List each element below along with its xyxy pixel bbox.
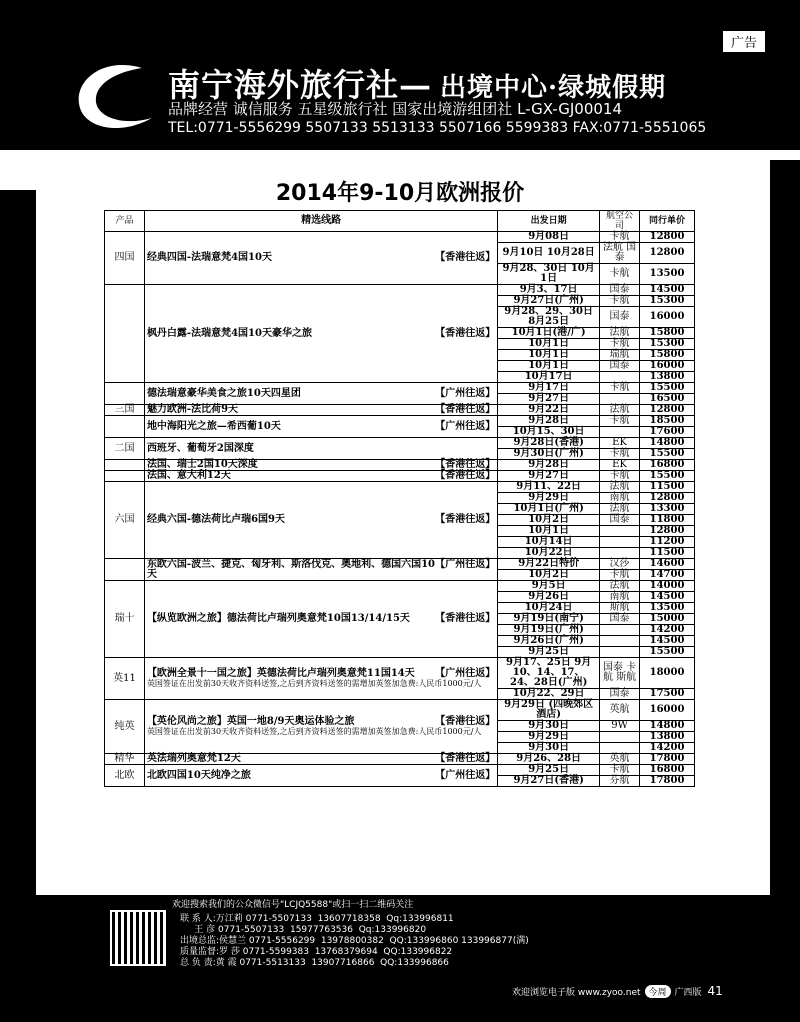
row-airline: 国泰 — [600, 614, 640, 625]
row-date: 9月27日 — [498, 394, 600, 405]
row-airline: 国泰 — [600, 689, 640, 700]
row-route: 【香港往返】 【英伦风尚之旅】英国一地8/9天奥运体验之旅 英国签证在出发前30天收齐资料送签,之后到齐资料送签的需增加英签加急费:人民币1000元/人 — [144, 700, 497, 754]
row-date: 10月1日 — [498, 339, 600, 350]
row-category — [105, 460, 145, 471]
row-airline: 英航 — [600, 754, 640, 765]
row-airline: 英航 — [600, 700, 640, 721]
row-price: 12800 — [640, 405, 695, 416]
row-airline: 国泰 — [600, 515, 640, 526]
row-date: 9月26日 — [498, 592, 600, 603]
row-airline: 卡航 — [600, 570, 640, 581]
row-price: 12800 — [640, 232, 695, 243]
row-date: 9月27日(香港) — [498, 776, 600, 787]
table-row — [105, 383, 695, 394]
row-date: 9月27日 — [498, 471, 600, 482]
row-category: 纯英 — [105, 700, 145, 754]
row-price: 16800 — [640, 460, 695, 471]
row-date: 9月19日(广州) — [498, 625, 600, 636]
table-row — [105, 700, 695, 721]
row-date: 9月22日特价 — [498, 559, 600, 570]
row-price: 13500 — [640, 264, 695, 285]
row-route: 【香港往返】 经典四国-法瑞意梵4国10天 — [144, 232, 497, 285]
row-category: 六国 — [105, 482, 145, 559]
row-airline — [600, 548, 640, 559]
row-price: 12800 — [640, 493, 695, 504]
row-date: 9月27日(广州) — [498, 296, 600, 307]
row-airline: EK — [600, 460, 640, 471]
row-price: 14500 — [640, 285, 695, 296]
row-date: 10月14日 — [498, 537, 600, 548]
row-price: 13800 — [640, 732, 695, 743]
row-category: 精华 — [105, 754, 145, 765]
table-row — [105, 559, 695, 570]
qr-code-icon — [110, 910, 166, 966]
row-date: 9月22日 — [498, 405, 600, 416]
table-row — [105, 405, 695, 416]
row-date: 9月28、30日 10月1日 — [498, 264, 600, 285]
row-price: 15500 — [640, 449, 695, 460]
row-date: 9月11、22日 — [498, 482, 600, 493]
row-date: 9月29日 — [498, 732, 600, 743]
table-row — [105, 232, 695, 243]
right-band — [770, 160, 800, 950]
row-airline: EK — [600, 438, 640, 449]
row-route: 【广州往返】 德法瑞意豪华美食之旅10天四星团 — [144, 383, 497, 405]
row-price: 15300 — [640, 296, 695, 307]
row-category: 瑞十 — [105, 581, 145, 658]
contact-list: 联 系 人:万江莉 0771-5507133 13607718358 Qq:133996811 王 彦 0771-5507133 15977763536 Qq:133996820 出境总监:侯慧兰 0771-5556299 13978800382 QQ:133996860 133996877(满) 质量监督:罗 莎 0771-5599383 13768379694 QQ:133996822 总 负 责:黄 霞 0771-5513133 13907716866 QQ:133996866 — [180, 914, 529, 968]
row-date: 9月25日 — [498, 647, 600, 658]
row-airline: 汉莎 — [600, 559, 640, 570]
row-airline: 斯航 — [600, 603, 640, 614]
row-airline: 卡航 — [600, 383, 640, 394]
row-price: 14600 — [640, 559, 695, 570]
row-airline: 南航 — [600, 493, 640, 504]
row-category — [105, 285, 145, 383]
row-route: 【广州往返】 地中海阳光之旅—希西葡10天 — [144, 416, 497, 438]
row-price: 14500 — [640, 592, 695, 603]
row-airline — [600, 732, 640, 743]
table-row — [105, 285, 695, 296]
row-price: 16000 — [640, 361, 695, 372]
wechat-note: 欢迎搜索我们的公众微信号"LCJQ5588"或扫一扫二维码关注 — [172, 900, 414, 910]
row-route: 西班牙、葡萄牙2国深度 — [144, 438, 497, 460]
row-date: 9月28、29、30日 8月25日 — [498, 307, 600, 328]
row-airline: 法航 — [600, 504, 640, 515]
row-price: 15000 — [640, 614, 695, 625]
table-row — [105, 460, 695, 471]
row-category: 三国 — [105, 405, 145, 416]
row-airline: 卡航 — [600, 264, 640, 285]
row-price: 14800 — [640, 721, 695, 732]
row-category: 四国 — [105, 232, 145, 285]
row-route: 【广州往返】 北欧四国10天纯净之旅 — [144, 765, 497, 787]
row-date: 9月25日 — [498, 765, 600, 776]
row-price: 15500 — [640, 647, 695, 658]
row-airline: 卡航 — [600, 765, 640, 776]
row-price: 15300 — [640, 339, 695, 350]
row-date: 10月1日 — [498, 350, 600, 361]
row-airline: 法航 — [600, 328, 640, 339]
price-table — [104, 210, 695, 787]
row-airline: 卡航 — [600, 416, 640, 427]
left-band — [0, 190, 36, 935]
row-date: 10月17日 — [498, 372, 600, 383]
row-price: 12800 — [640, 243, 695, 264]
row-route: 【香港往返】 经典六国-德法荷比卢瑞6国9天 — [144, 482, 497, 559]
row-date: 9月5日 — [498, 581, 600, 592]
table-row — [105, 438, 695, 449]
row-date: 10月2日 — [498, 570, 600, 581]
row-price: 13800 — [640, 372, 695, 383]
page-title: 2014年9-10月欧洲报价 — [275, 181, 525, 206]
row-airline: 卡航 — [600, 232, 640, 243]
row-route: 【香港往返】 法国、意大利12天 — [144, 471, 497, 482]
table-row — [105, 581, 695, 592]
row-date: 9月17日 — [498, 383, 600, 394]
row-date: 10月1日 — [498, 526, 600, 537]
row-price: 11500 — [640, 482, 695, 493]
row-category: 英11 — [105, 658, 145, 700]
row-date: 9月30日 — [498, 743, 600, 754]
row-price: 18500 — [640, 416, 695, 427]
row-price: 12800 — [640, 526, 695, 537]
tel-line: TEL:0771-5556299 5507133 5513133 5507166 5599383 FAX:0771-5551065 — [168, 120, 707, 136]
row-airline: 国泰 — [600, 307, 640, 328]
row-date: 9月29日 — [498, 493, 600, 504]
row-airline: 法航 — [600, 405, 640, 416]
table-header: 产品 精选线路 出发日期 航空公司 同行单价 — [105, 211, 695, 232]
row-airline: 卡航 — [600, 339, 640, 350]
row-date: 10月1日 — [498, 361, 600, 372]
row-price: 16800 — [640, 765, 695, 776]
row-price: 16000 — [640, 307, 695, 328]
row-airline: 国泰 — [600, 285, 640, 296]
table-row — [105, 658, 695, 689]
row-airline: 卡航 — [600, 471, 640, 482]
row-date: 9月29日 (四晚郊区酒店) — [498, 700, 600, 721]
row-date: 9月10日 10月28日 — [498, 243, 600, 264]
row-category — [105, 383, 145, 405]
row-date: 9月28日 — [498, 416, 600, 427]
row-date: 10月22、29日 — [498, 689, 600, 700]
row-price: 14700 — [640, 570, 695, 581]
row-price: 11500 — [640, 548, 695, 559]
row-date: 9月3、17日 — [498, 285, 600, 296]
row-price: 15800 — [640, 350, 695, 361]
row-price: 17800 — [640, 754, 695, 765]
row-price: 14200 — [640, 743, 695, 754]
row-airline — [600, 372, 640, 383]
row-category — [105, 416, 145, 438]
row-price: 15500 — [640, 383, 695, 394]
table-row — [105, 471, 695, 482]
row-category — [105, 471, 145, 482]
row-date: 10月1日(港/广) — [498, 328, 600, 339]
row-route: 【广州往返】 东欧六国-波兰、捷克、匈牙利、斯洛伐克、奥地利、德国六国10天 — [144, 559, 497, 581]
row-price: 16500 — [640, 394, 695, 405]
row-date: 9月30日 — [498, 721, 600, 732]
row-price: 18000 — [640, 658, 695, 689]
row-price: 15800 — [640, 328, 695, 339]
row-date: 9月26、28日 — [498, 754, 600, 765]
row-airline: 国泰 — [600, 361, 640, 372]
row-airline: 9W — [600, 721, 640, 732]
row-airline: 法航 — [600, 482, 640, 493]
row-price: 14000 — [640, 581, 695, 592]
row-price: 17500 — [640, 689, 695, 700]
row-airline: 法航 — [600, 581, 640, 592]
row-price: 17600 — [640, 427, 695, 438]
row-date: 10月1日(广州) — [498, 504, 600, 515]
row-airline: 芬航 — [600, 776, 640, 787]
table-row — [105, 416, 695, 427]
row-price: 11200 — [640, 537, 695, 548]
row-airline: 卡航 — [600, 449, 640, 460]
row-price: 14500 — [640, 636, 695, 647]
row-price: 16000 — [640, 700, 695, 721]
row-date: 9月17、25日 9月10、14、17、 24、28日(广州) — [498, 658, 600, 689]
row-airline: 卡航 — [600, 296, 640, 307]
row-route: 【香港往返】 法国、瑞士2国10天深度 — [144, 460, 497, 471]
row-route: 【广州往返】 【欧洲全景十一国之旅】英德法荷比卢瑞列奥意梵11国14天 英国签证在出发前30天收齐资料送签,之后到齐资料送签的需增加英签加急费:人民币1000元/人 — [144, 658, 497, 700]
row-airline: 国泰 卡航 斯航 — [600, 658, 640, 689]
row-price: 11800 — [640, 515, 695, 526]
row-price: 15500 — [640, 471, 695, 482]
row-airline — [600, 625, 640, 636]
row-price: 13500 — [640, 603, 695, 614]
row-price: 17800 — [640, 776, 695, 787]
row-price: 14200 — [640, 625, 695, 636]
row-airline — [600, 636, 640, 647]
table-row — [105, 765, 695, 776]
table-row — [105, 754, 695, 765]
row-airline: 南航 — [600, 592, 640, 603]
row-airline — [600, 526, 640, 537]
row-airline — [600, 537, 640, 548]
row-date: 9月08日 — [498, 232, 600, 243]
row-route: 【香港往返】 魅力欧洲-法比荷9天 — [144, 405, 497, 416]
row-airline — [600, 743, 640, 754]
row-route: 【香港往返】 【纵览欧洲之旅】德法荷比卢瑞列奥意梵10国13/14/15天 — [144, 581, 497, 658]
row-route: 【香港往返】 英法瑞列奥意梵12天 — [144, 754, 497, 765]
table-row — [105, 482, 695, 493]
row-airline — [600, 394, 640, 405]
row-airline — [600, 647, 640, 658]
row-date: 10月15、30日 — [498, 427, 600, 438]
footer: 欢迎浏览电子版 www.zyoo.net 今周 广西版 41 — [512, 984, 723, 998]
row-airline: 法航 国泰 — [600, 243, 640, 264]
row-category: 二国 — [105, 438, 145, 460]
slogan: 品牌经营 诚信服务 五星级旅行社 国家出境游组团社 L-GX-GJ00014 — [168, 100, 623, 118]
row-category: 北欧 — [105, 765, 145, 787]
row-date: 9月26日(广州) — [498, 636, 600, 647]
row-date: 9月19日(南宁) — [498, 614, 600, 625]
row-category — [105, 559, 145, 581]
row-date: 9月28日(香港) — [498, 438, 600, 449]
logo-icon — [72, 62, 160, 136]
row-price: 13300 — [640, 504, 695, 515]
row-route: 【香港往返】 枫丹白露-法瑞意梵4国10天豪华之旅 — [144, 285, 497, 383]
row-date: 9月30日(广州) — [498, 449, 600, 460]
row-price: 14800 — [640, 438, 695, 449]
row-date: 10月22日 — [498, 548, 600, 559]
row-date: 10月2日 — [498, 515, 600, 526]
row-airline: 瑞航 — [600, 350, 640, 361]
brand-title: 南宁海外旅行社— 出境中心·绿城假期 — [168, 66, 667, 104]
row-airline — [600, 427, 640, 438]
ad-tag: 广告 — [722, 30, 766, 53]
row-date: 9月28日 — [498, 460, 600, 471]
row-date: 10月24日 — [498, 603, 600, 614]
